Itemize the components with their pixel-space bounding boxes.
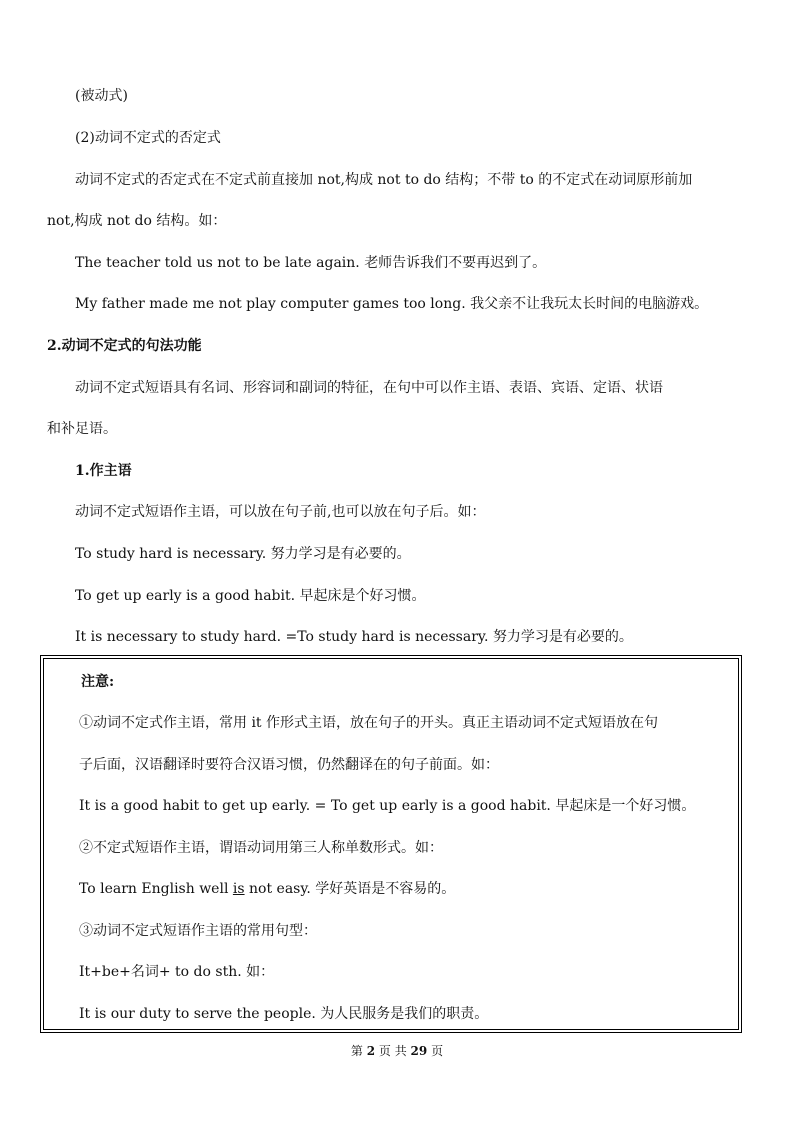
subheading-as-subject: 1.作主语 (75, 463, 132, 479)
example-study-hard: To study hard is necessary. 努力学习是有必要的。 (75, 546, 411, 562)
footer-middle: 页 共 (375, 1044, 411, 1058)
note-box (40, 655, 742, 1033)
footer-suffix: 页 (427, 1044, 444, 1058)
note-item-2: ②不定式短语作主语，谓语动词用第三人称单数形式。如： (79, 840, 443, 856)
paragraph-subject-position: 动词不定式短语作主语，可以放在句子前,也可以放在句子后。如： (75, 504, 486, 520)
note-example-learn-english-start: To learn English well (79, 881, 233, 897)
footer-total-pages: 29 (410, 1044, 428, 1058)
note-title: 注意: (81, 674, 115, 690)
page-footer (0, 1043, 794, 1059)
paragraph-negative-rule-line1: 动词不定式的否定式在不定式前直接加 not,构成 not to do 结构；不带 to 的不定式在动词原形前加 (75, 172, 693, 188)
example-it-is-necessary: It is necessary to study hard. =To study hard is necessary. 努力学习是有必要的。 (75, 629, 633, 645)
heading-negative-form: (2)动词不定式的否定式 (75, 130, 221, 146)
note-item-1-line1: ①动词不定式作主语，常用 it 作形式主语，放在句子的开头。真正主语动词不定式短语放在句 (79, 715, 659, 731)
note-example-duty: It is our duty to serve the people. 为人民服务是我们的职责。 (79, 1006, 489, 1022)
note-example-underlined-verb: is (232, 881, 245, 897)
note-example-learn-english-end: not easy. 学好英语是不容易的。 (244, 881, 456, 897)
paragraph-functions-line1: 动词不定式短语具有名词、形容词和副词的特征，在句中可以作主语、表语、宾语、定语、状语 (75, 380, 663, 396)
footer-prefix: 第 (350, 1044, 367, 1058)
paragraph-functions-line2: 和补足语。 (47, 421, 117, 437)
note-sentence-pattern: It+be+名词+ to do sth. 如： (79, 964, 275, 980)
note-example-good-habit: It is a good habit to get up early. = To get up early is a good habit. 早起床是一个好习惯。 (79, 798, 696, 814)
example-get-up-early: To get up early is a good habit. 早起床是个好习惯。 (75, 588, 426, 604)
note-item-1-line2: 子后面，汉语翻译时要符合汉语习惯，仍然翻译在的句子前面。如： (79, 757, 499, 773)
note-item-3: ③动词不定式短语作主语的常用句型： (79, 923, 317, 939)
paragraph-negative-rule-line2: not,构成 not do 结构。如： (47, 213, 227, 229)
example-teacher: The teacher told us not to be late again. 老师告诉我们不要再迟到了。 (75, 255, 547, 271)
footer-current-page: 2 (366, 1044, 376, 1058)
note-example-learn-english (79, 879, 455, 899)
example-father: My father made me not play computer games too long. 我父亲不让我玩太长时间的电脑游戏。 (75, 296, 709, 312)
paragraph-passive: (被动式) (75, 88, 128, 104)
section-heading-syntax: 2.动词不定式的句法功能 (47, 338, 202, 354)
